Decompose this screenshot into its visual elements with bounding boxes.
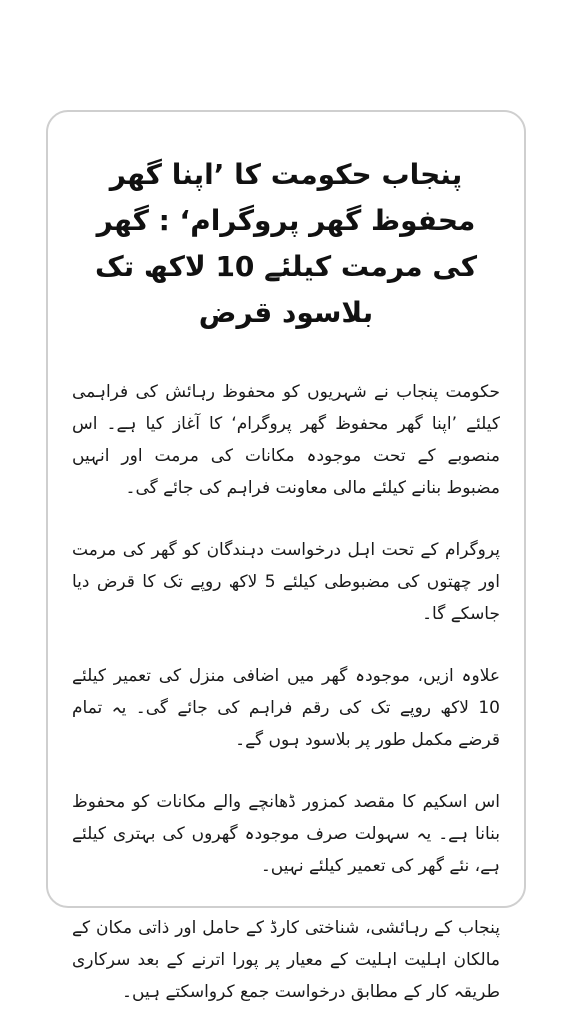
article-title: پنجاب حکومت کا ’اپنا گھر محفوظ گھر پروگرام‘ : گھر کی مرمت کیلئے 10 لاکھ تک بلاسود قرض [95, 158, 477, 329]
article-paragraph: حکومت پنجاب نے شہریوں کو محفوظ رہائش کی فراہمی کیلئے ’اپنا گھر محفوظ گھر پروگرام‘ کا آغاز کیا ہے۔ اس منصوبے کے تحت موجودہ مکانات کی مرمت اور انہیں مضبوط بنانے کیلئے مالی معاونت فراہم کی جائے گی۔ [72, 382, 500, 498]
article-card [46, 110, 526, 1002]
article-paragraph: اس اسکیم کا مقصد کمزور ڈھانچے والے مکانات کو محفوظ بنانا ہے۔ یہ سہولت صرف موجودہ گھروں کی بہتری کیلئے ہے، نئے گھر کی تعمیر کیلئے نہیں۔ [72, 792, 500, 876]
article-paragraph: پنجاب کے رہائشی، شناختی کارڈ کے حامل اور ذاتی مکان کے مالکان اہلیت اہلیت کے معیار پر پورا اترنے کے بعد سرکاری طریقہ کار کے مطابق درخواست جمع کرواسکتے ہیں۔ [72, 918, 500, 1002]
article-paragraph: پروگرام کے تحت اہل درخواست دہندگان کو گھر کی مرمت اور چھتوں کی مضبوطی کیلئے 5 لاکھ روپے تک کا قرض دیا جاسکے گا۔ [72, 540, 500, 624]
article-paragraph: علاوہ ازیں، موجودہ گھر میں اضافی منزل کی تعمیر کیلئے 10 لاکھ روپے تک کی رقم فراہم کی جائے گی۔ یہ تمام قرضے مکمل طور پر بلاسود ہوں گے۔ [72, 666, 500, 750]
